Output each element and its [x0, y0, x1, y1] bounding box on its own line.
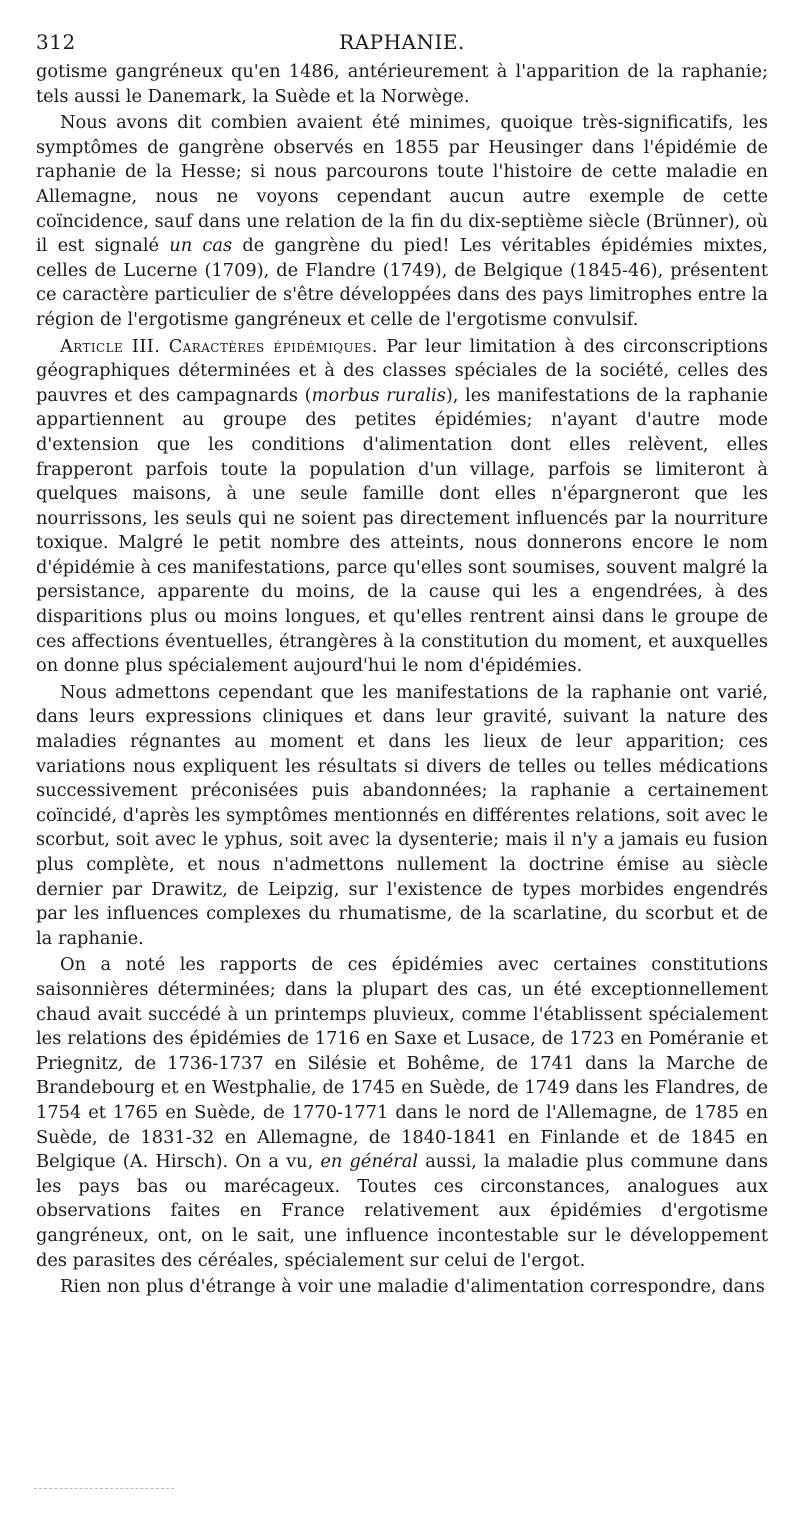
paragraph-seasonal-constitutions	[36, 953, 768, 1273]
emphasis-text: en général	[320, 1151, 419, 1173]
emphasis-text: morbus ruralis	[311, 384, 446, 406]
body-text	[36, 60, 768, 1300]
page-header	[36, 30, 768, 56]
paragraph-article-iii	[36, 335, 768, 679]
paragraph-final	[36, 1275, 768, 1300]
paragraph-text: gotisme gangréneux qu'en 1486, antérieurement à l'apparition de la raphanie; tels aussi le Danemark, la Suède et la Norwège.	[36, 61, 768, 107]
paragraph-text: de gangrène du pied! Les véritables épidémies mixtes, celles de Lucerne (1709), de Flandre (1749), de Belgique (1845-46), présentent ce caractère particulier de s'être développées dans des pays limitrophes entre la région de l'ergotisme gangréneux et celle de l'ergotisme convulsif.	[36, 235, 768, 330]
article-heading: Caractères épidémiques.	[168, 335, 378, 357]
article-label: Article III.	[60, 335, 161, 357]
footer-rule	[34, 1488, 174, 1489]
paragraph-text: Nous avons dit combien avaient été minimes, quoique très-significatifs, les symptômes de gangrène observés en 1855 par Heusinger dans l'épidémie de raphanie de la Hesse; si nous parcourons toute l'histoire de cette maladie en Allemagne, nous ne voyons cependant aucun autre exemple de cette coïncidence, sauf dans une relation de la fin du dix-septième siècle (Brünner), où il est signalé	[36, 112, 768, 257]
paragraph-text: Par leur limitation à des circonscriptions géographiques déterminées et à des classes spéciales de la société, celles des pauvres et des campagnards (	[36, 335, 768, 406]
paragraph-text: On a noté les rapports de ces épidémies avec certaines constitutions saisonnières déterminées; dans la plupart des cas, un été exceptionnellement chaud avait succédé à un printemps pluvieux, comme l'établissent spécialement les relations des épidémies de 1716 en Saxe et Lusace, de 1723 en Poméranie et Priegnitz, de 1736-1737 en Silésie et Bohême, de 1741 dans la Marche de Brandebourg et en Westphalie, de 1745 en Suède, de 1749 dans les Flandres, de 1754 et 1765 en Suède, de 1770-1771 dans le nord de l'Allemagne, de 1785 en Suède, de 1831-32 en Allemagne, de 1840-1841 en Finlande et de 1845 en Belgique (A. Hirsch). On a vu,	[36, 954, 768, 1173]
paragraph-continued	[36, 60, 768, 109]
paragraph-text: Nous admettons cependant que les manifestations de la raphanie ont varié, dans leurs expressions cliniques et dans leur gravité, suivant la nature des maladies régnantes au moment et dans les lieux de leur apparition; ces variations nous expliquent les résultats si divers de telles ou telles médications successivement préconisées puis abandonnées; la raphanie a certainement coïncidé, d'après les symptômes mentionnés en différentes relations, soit avec le scorbut, soit avec le yphus, soit avec la dysenterie; mais il n'y a jamais eu fusion plus complète, et nous n'admettons nullement la doctrine émise au siècle dernier par Drawitz, de Leipzig, sur l'existence de types morbides engendrés par les influences complexes du rhumatisme, de la scarlatine, du scorbut et de la raphanie.	[36, 681, 768, 949]
paragraph-text: Rien non plus d'étrange à voir une maladie d'alimentation correspondre, dans	[60, 1276, 765, 1298]
running-title: RAPHANIE.	[339, 30, 465, 54]
paragraph-mixed-epidemics	[36, 111, 768, 332]
paragraph-text: aussi, la maladie plus commune dans les pays bas ou marécageux. Toutes ces circonstances, analogues aux observations faites en France relativement aux épidémies d'ergotisme gangréneux, ont, on le sait, une influence incontestable sur le développement des parasites des céréales, spécialement sur celui de l'ergot.	[36, 1151, 768, 1271]
paragraph-text: ), les manifestations de la raphanie appartiennent au groupe des petites épidémies; n'ayant d'autre mode d'extension que les conditions d'alimentation dont elles relèvent, elles frapperont parfois toute la population d'un village, parfois se limiteront à quelques maisons, à une seule famille dont elles n'épargneront que les nourrissons, les seuls qui ne soient pas directement influencés par la nourriture toxique. Malgré le petit nombre des atteints, nous donnerons encore le nom d'épidémie à ces manifestations, parce qu'elles sont soumises, souvent malgré la persistance, apparente du moins, de la cause qui les a engendrées, à des disparitions plus ou moins longues, et qu'elles rentrent ainsi dans le groupe de ces affections éventuelles, étrangères à la constitution du moment, et auxquelles on donne plus spécialement aujourd'hui le nom d'épidémies.	[36, 384, 768, 677]
page-number: 312	[36, 30, 76, 54]
paragraph-clinical-variation	[36, 681, 768, 952]
emphasis-text: un cas	[169, 235, 233, 257]
